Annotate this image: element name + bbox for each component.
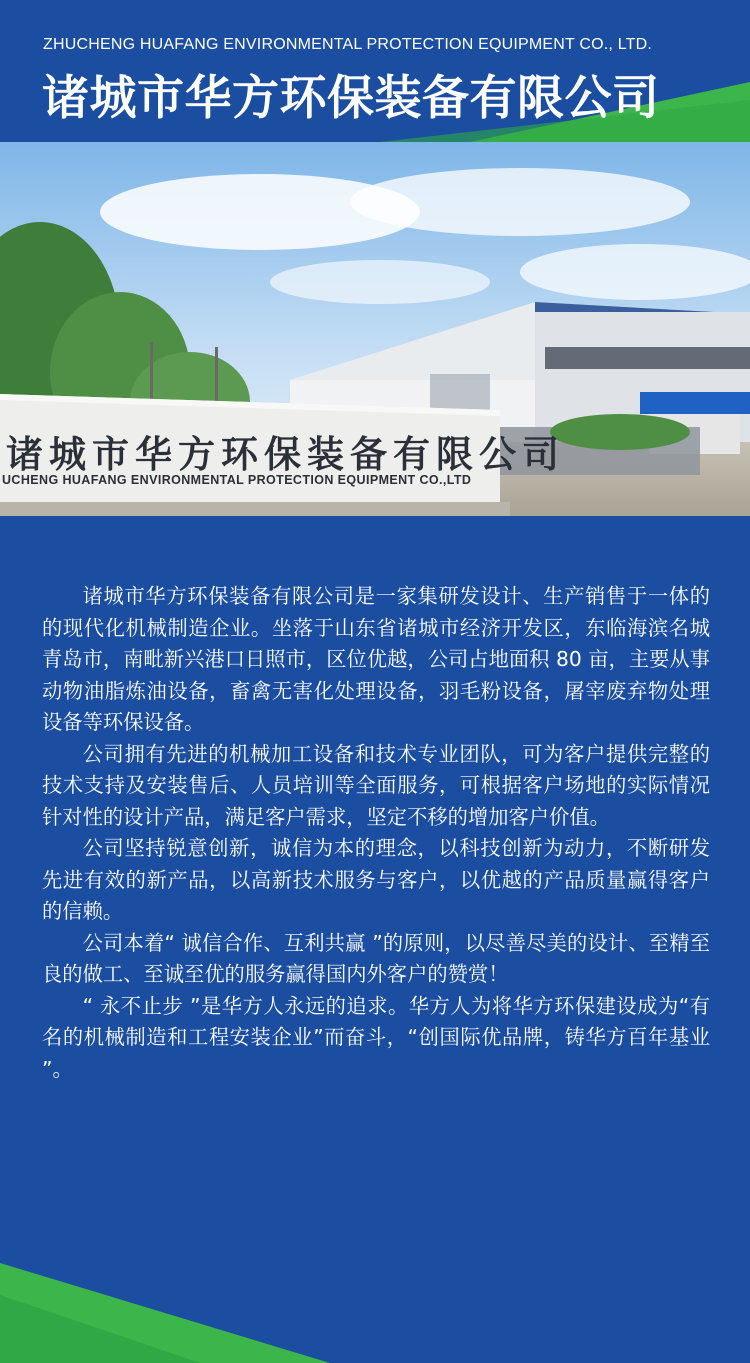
intro-paragraph: 公司拥有先进的机械加工设备和技术专业团队，可为客户提供完整的技术支持及安装售后、人员培训等全面服务，可根据客户场地的实际情况针对性的设计产品，满足客户需求，坚定不移的增加客户价值。 [42,741,710,829]
company-name-cn: 诸城市华方环保装备有限公司 [42,71,660,126]
company-name-en: ZHUCHENG HUAFANG ENVIRONMENTAL PROTECTION EQUIPMENT CO., LTD. [43,36,652,53]
header-banner [0,0,750,142]
intro-paragraph: 诸城市华方环保装备有限公司是一家集研发设计、生产销售于一体的的现代化机械制造企业。坐落于山东省诸城市经济开发区，东临海滨名城青岛市，南毗新兴港口日照市，区位优越，公司占地面积 80 亩，主要从事动物油脂炼油设备，畜禽无害化处理设备，羽毛粉设备，屠宰废弃物处理设备等环保设备。 [42,584,710,734]
intro-paragraph: 公司坚持锐意创新，诚信为本的理念，以科技创新为动力，不断研发先进有效的新产品，以高新技术服务与客户，以优越的产品质量赢得客户的信赖。 [42,836,710,923]
intro-paragraph: 公司本着“ 诚信合作、互利共赢 ”的原则，以尽善尽美的设计、至精至良的做工、至诚至优的服务赢得国内外客户的赞赏！ [42,930,710,986]
intro-paragraph: “ 永不止步 ”是华方人永远的追求。华方人为将华方环保建设成为“有名的机械制造和工程安装企业”而奋斗，“创国际优品牌，铸华方百年基业 ”。 [42,993,710,1081]
company-intro [42,581,710,1085]
sign-text-en: UCHENG HUAFANG ENVIRONMENTAL PROTECTION EQUIPMENT CO.,LTD [2,473,472,487]
sign-text-cn: 诸城市华方环保装备有限公司 [6,432,565,476]
bottom-green-stripe [0,1255,750,1363]
